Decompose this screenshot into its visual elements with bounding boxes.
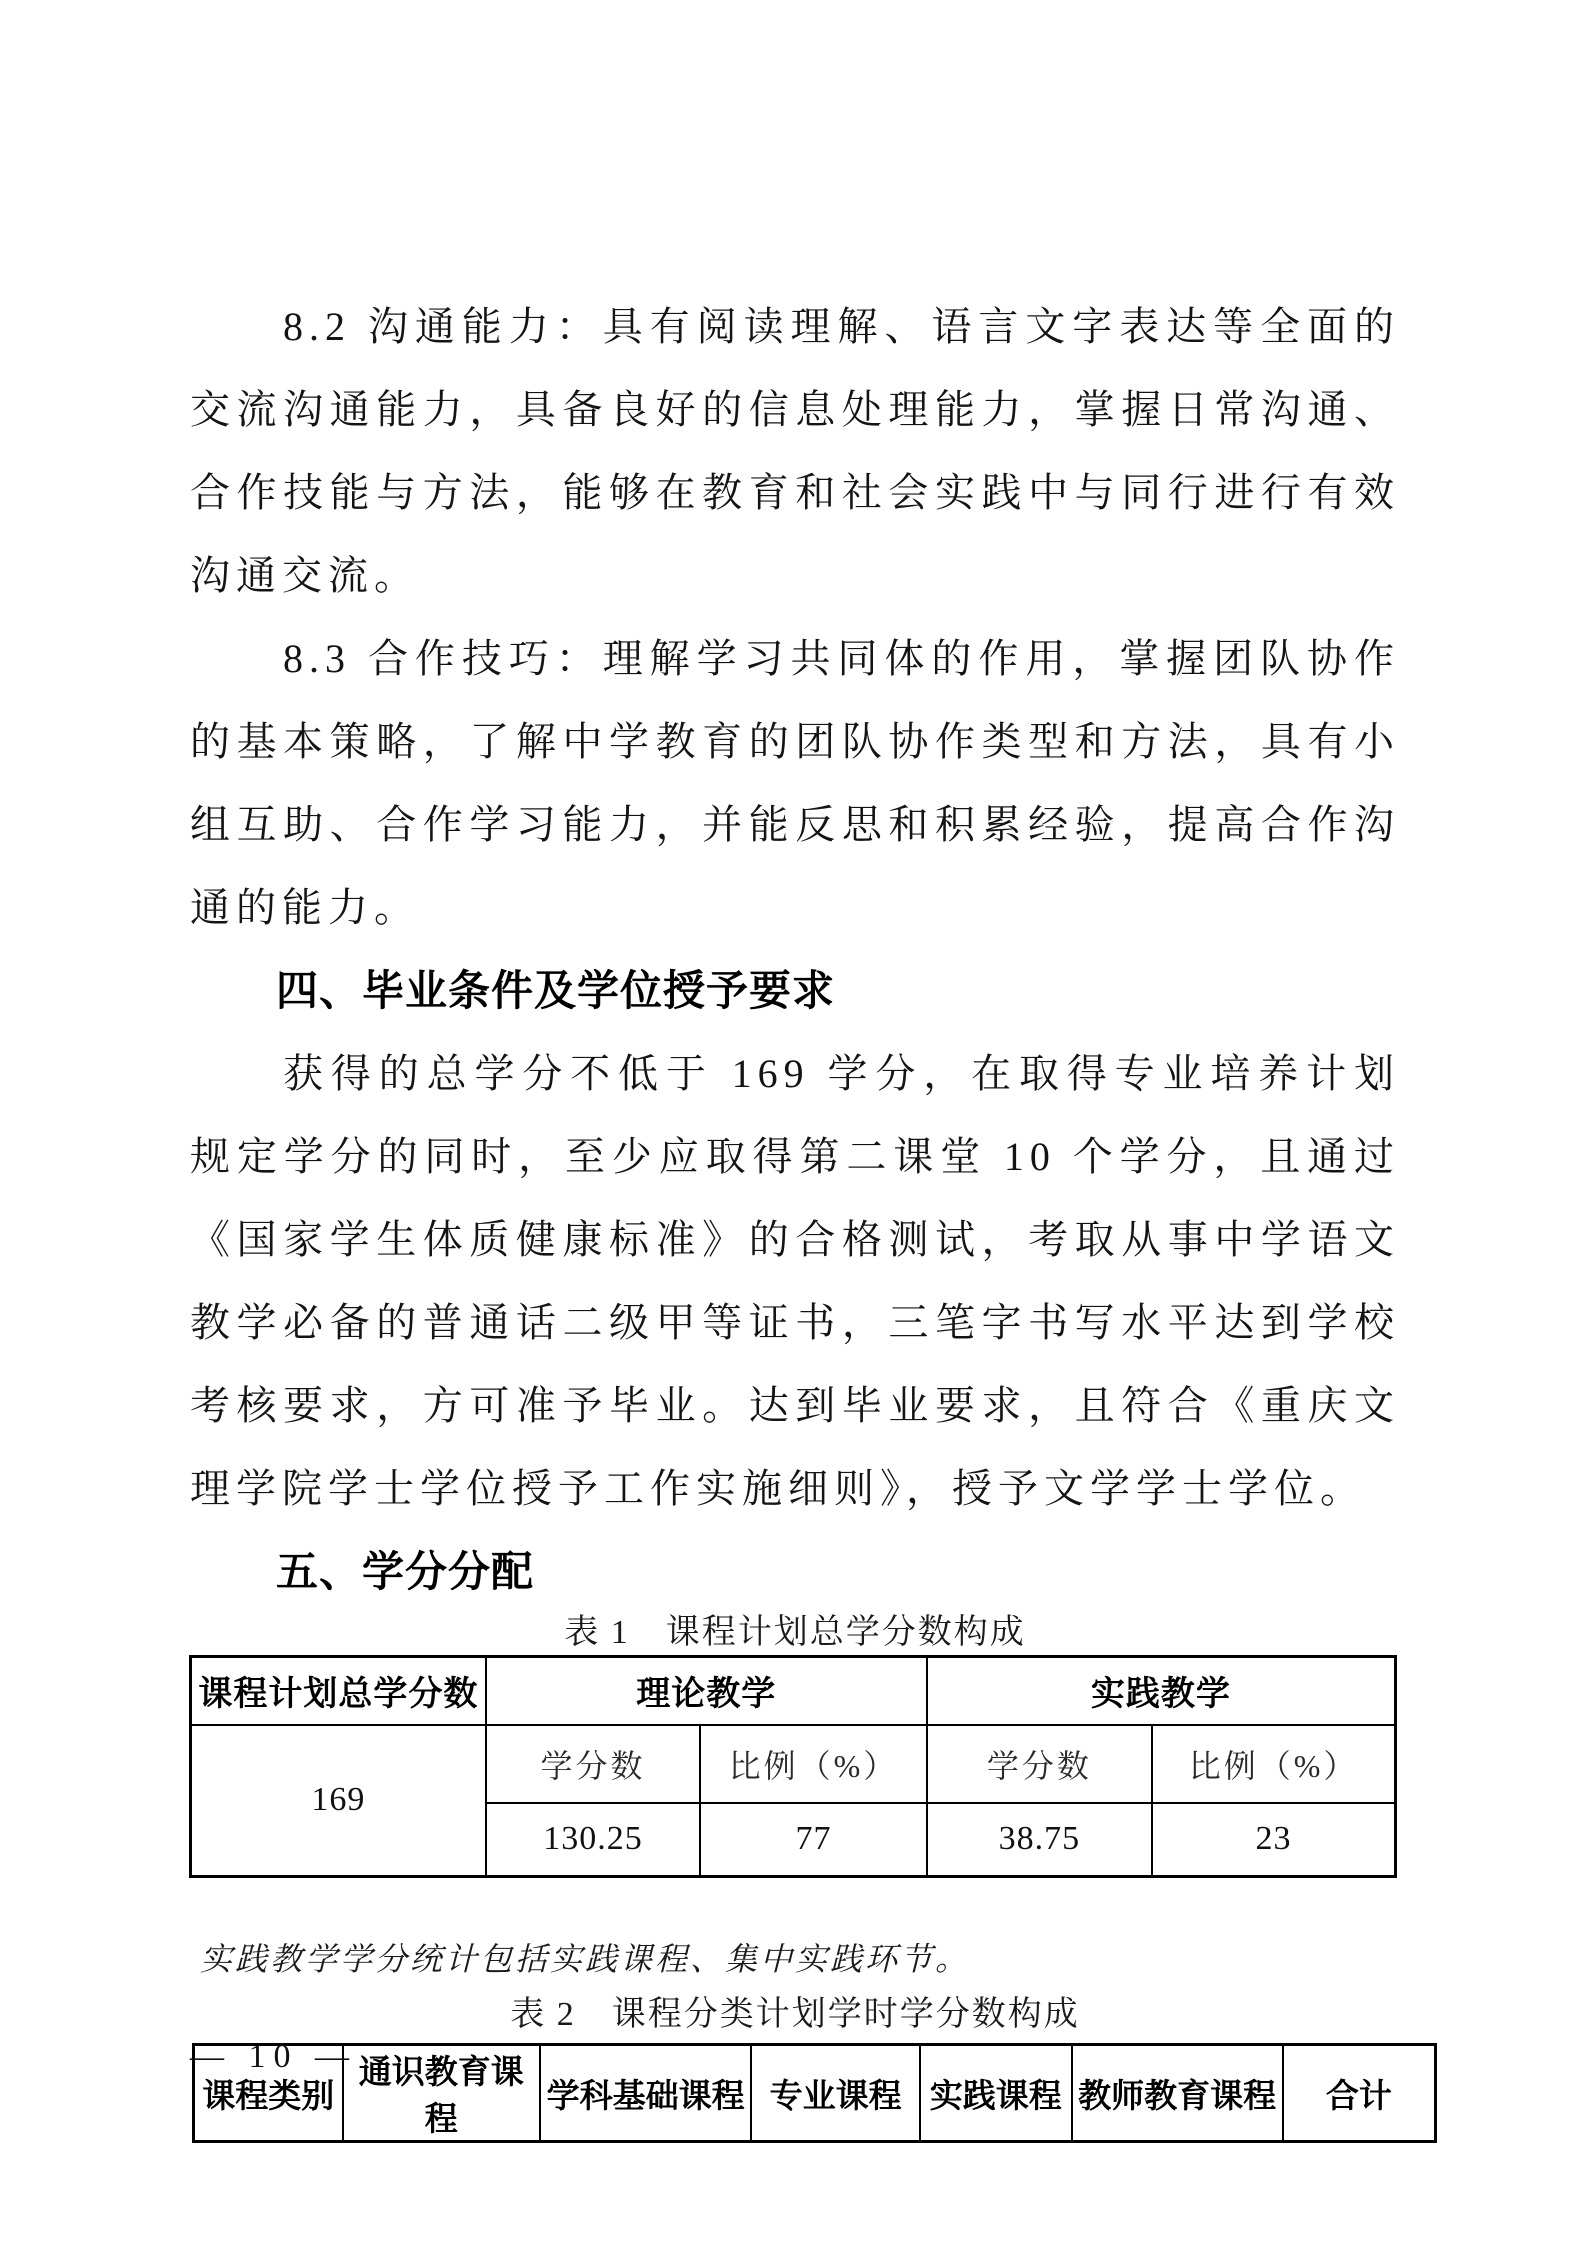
table1-theory-group-header: 理论教学: [486, 1657, 927, 1725]
table2-header-general-education: 通识教育课程: [343, 2045, 540, 2142]
table1-theory-ratio-value: 77: [700, 1803, 927, 1877]
paragraph-cooperation-skills: 8.3 合作技巧：理解学习共同体的作用，掌握团队协作的基本策略，了解中学教育的团队协作类型和方法，具有小组互助、合作学习能力，并能反思和积累经验，提高合作沟通的能力。: [190, 636, 1400, 930]
paragraph-graduation-requirements: 获得的总学分不低于 169 学分，在取得专业培养计划规定学分的同时，至少应取得第二课堂 10 个学分，且通过《国家学生体质健康标准》的合格测试，考取从事中学语文教学必备的普通话二级甲等证书，三笔字书写水平达到学校考核要求，方可准予毕业。达到毕业要求，且符合《重庆文理学院学士学位授予工作实施细则》，授予文学学士学位。: [190, 1051, 1400, 1511]
table1-theory-ratio-label: 比例（%）: [700, 1725, 927, 1803]
table2-header-teacher-education: 教师教育课程: [1072, 2045, 1283, 2142]
table2-header-course-category: 课程类别: [194, 2045, 343, 2142]
table-header-row: [194, 2045, 1436, 2142]
table1-footnote: 实践教学学分统计包括实践课程、集中实践环节。: [200, 1941, 971, 1977]
table1-practice-ratio-value: 23: [1152, 1803, 1395, 1877]
page-number: — 10 —: [190, 2038, 357, 2075]
table1-caption: 表 1 课程计划总学分数构成: [564, 1614, 1026, 1651]
table1-practice-ratio-label: 比例（%）: [1152, 1725, 1395, 1803]
table1-theory-credits-value: 130.25: [486, 1803, 700, 1877]
table-total-credit-composition: [189, 1655, 1397, 1878]
table2-caption: 表 2 课程分类计划学时学分数构成: [510, 1996, 1080, 2033]
table1-practice-credits-value: 38.75: [927, 1803, 1152, 1877]
table1-practice-credits-label: 学分数: [927, 1725, 1152, 1803]
table1-corner-header: 课程计划总学分数: [191, 1657, 486, 1725]
table2-header-discipline-foundation: 学科基础课程: [540, 2045, 751, 2142]
table2-header-major-courses: 专业课程: [751, 2045, 920, 2142]
table1-total-credits: 169: [191, 1725, 486, 1877]
table1-theory-credits-label: 学分数: [486, 1725, 700, 1803]
table1-practice-group-header: 实践教学: [927, 1657, 1396, 1725]
heading-graduation-requirements: 四、毕业条件及学位授予要求: [276, 967, 836, 1014]
heading-credit-allocation: 五、学分分配: [276, 1548, 535, 1595]
table-row: [191, 1657, 1396, 1725]
table2-header-total: 合计: [1283, 2045, 1436, 2142]
table2-header-practice-courses: 实践课程: [920, 2045, 1072, 2142]
table-row: [191, 1725, 1396, 1803]
paragraph-communication-ability: 8.2 沟通能力：具有阅读理解、语言文字表达等全面的交流沟通能力，具备良好的信息处理能力，掌握日常沟通、合作技能与方法，能够在教育和社会实践中与同行进行有效沟通交流。: [190, 304, 1400, 598]
table-course-category-composition: [192, 2043, 1437, 2143]
